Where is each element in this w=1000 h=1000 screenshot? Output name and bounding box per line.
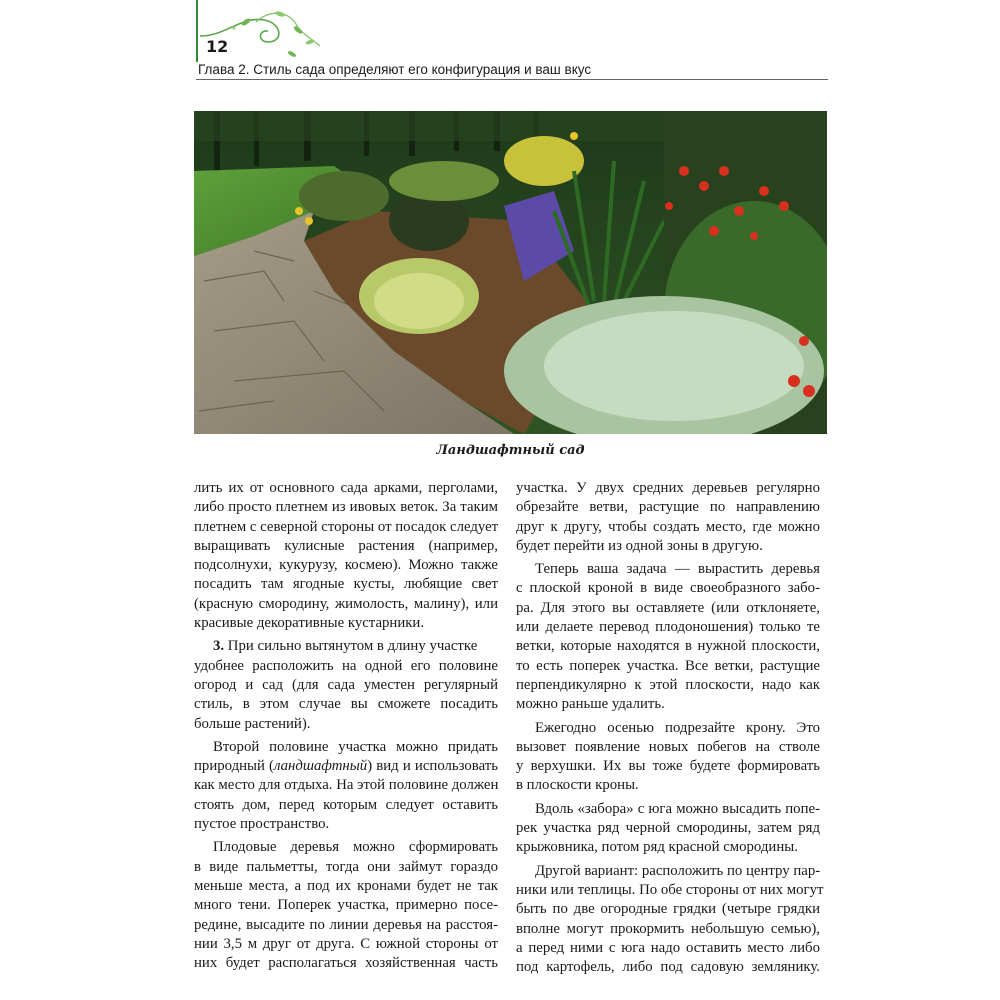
text-line: в плоскости кроны. — [516, 777, 639, 794]
text-line: Плодовые деревья можно сформировать — [213, 839, 498, 856]
text-line — [194, 637, 498, 656]
text-line: пустое пространство. — [194, 816, 330, 833]
text-line: Второй половине участка можно придать — [213, 738, 498, 755]
text-line: выращивать кулисные растения (например, — [194, 537, 498, 554]
text-line: Ежегодно осенью подрезайте крону. Это — [535, 719, 820, 736]
text-line: обрезайте ветви, растущие по направлению — [516, 499, 820, 516]
text-line: редине, высадите по линии деревья на расстоя- — [194, 916, 498, 933]
text-line: либо просто плетнем из ивовых веток. За таким — [194, 499, 498, 516]
italic-term: ландшафтный — [274, 758, 368, 775]
text-line: Теперь ваша задача — вырастить деревья — [535, 561, 820, 578]
text-line: участка. У двух средних деревьев регулярно — [516, 480, 820, 496]
figure-caption: Ландшафтный сад — [436, 443, 585, 458]
text-line: перпендикулярно к этой плоскости, надо как — [516, 676, 820, 693]
text-line: у верхушки. Их вы тоже будете формировать — [516, 758, 820, 775]
text-line: ра. Для этого вы оставляете (или отклоняете, — [516, 599, 820, 616]
text-line: меньше места, а под их кронами будет не так — [194, 877, 498, 894]
text-line: удобнее расположить на одной его половине — [194, 657, 498, 674]
text-line: плетнем с северной стороны от посадок следует — [194, 518, 499, 535]
text-line: рек участка ряд черной смородины, затем ряд — [516, 820, 820, 837]
text-line: ветки, которые находятся в нужной плоскости, — [516, 638, 820, 655]
garden-photo — [194, 111, 827, 434]
text-line: больше растений). — [194, 715, 311, 732]
chapter-title: Глава 2. Стиль сада определяют его конфигурация и ваш вкус — [198, 62, 592, 77]
text-line: огород и сад (для сада уместен регулярный — [194, 676, 498, 693]
text-line: ники или теплицы. По обе стороны от них могут — [516, 881, 824, 898]
text-line: нии 3,5 м друг от друга. С южной стороны от — [194, 935, 498, 952]
text-line: красивые декоративные кустарники. — [194, 615, 425, 632]
header-rule — [196, 79, 828, 80]
text-line: а перед ними с юга надо оставить место либо — [516, 939, 820, 956]
text-line: или делаете перевод плодоношения) только те — [516, 619, 820, 636]
text-line: вызовет появление новых побегов на стволе — [516, 738, 820, 755]
text-line: много тени. Поперек участка, примерно посе- — [194, 897, 498, 914]
floral-ornament-icon — [196, 6, 326, 66]
text-fragment: При сильно вытянутом в длину участке — [224, 638, 478, 655]
text-line: лить их от основного сада арками, перголами, — [194, 480, 498, 496]
text-line: Другой вариант: расположить по центру пар- — [535, 862, 821, 879]
text-line: друг к другу, чтобы создать место, где можно — [516, 518, 820, 535]
list-number: 3. — [213, 638, 225, 655]
text-line — [194, 757, 498, 776]
text-line: будет перейти из одной зоны в другую. — [516, 537, 763, 554]
text-line: в виде пальметты, тогда они займут гораздо — [194, 858, 498, 875]
right-text-column — [516, 479, 824, 977]
page-number: 12 — [206, 37, 229, 56]
left-text-column — [194, 479, 498, 973]
text-line: посадить там ягодные кусты, любящие свет — [194, 576, 498, 593]
text-line: крыжовника, потом ряд красной смородины. — [516, 839, 798, 856]
text-line: быть по две огородные грядки (четыре грядки — [516, 901, 820, 918]
text-line: как место для отдыха. На этой половине должен — [194, 777, 499, 794]
text-line: стоять дом, перед которым следует оставить — [194, 796, 498, 813]
text-line: можно раньше удалить. — [516, 696, 665, 713]
text-line: то есть поперек участка. Все ветки, растущие — [516, 657, 820, 674]
text-line: вполне могут прокормить небольшую семью), — [516, 920, 820, 937]
text-line: Вдоль «забора» с юга можно высадить попе- — [535, 800, 820, 817]
landscape-garden-image — [194, 111, 827, 434]
text-fragment: ) вид и использовать — [367, 758, 499, 775]
text-fragment: природный ( — [194, 758, 274, 775]
text-line: подсолнухи, кукурузу, космею). Можно также — [194, 557, 498, 574]
text-line: стиль, в этом случае вы сможете посадить — [194, 696, 498, 713]
text-line: них будет располагаться хозяйственная часть — [194, 955, 498, 972]
text-line: с плоской кроной в виде своеобразного забо- — [516, 580, 820, 597]
text-line: под картофель, либо под садовую землянику. — [516, 959, 820, 976]
text-line: (красную смородину, жимолость, малину), или — [194, 595, 498, 612]
